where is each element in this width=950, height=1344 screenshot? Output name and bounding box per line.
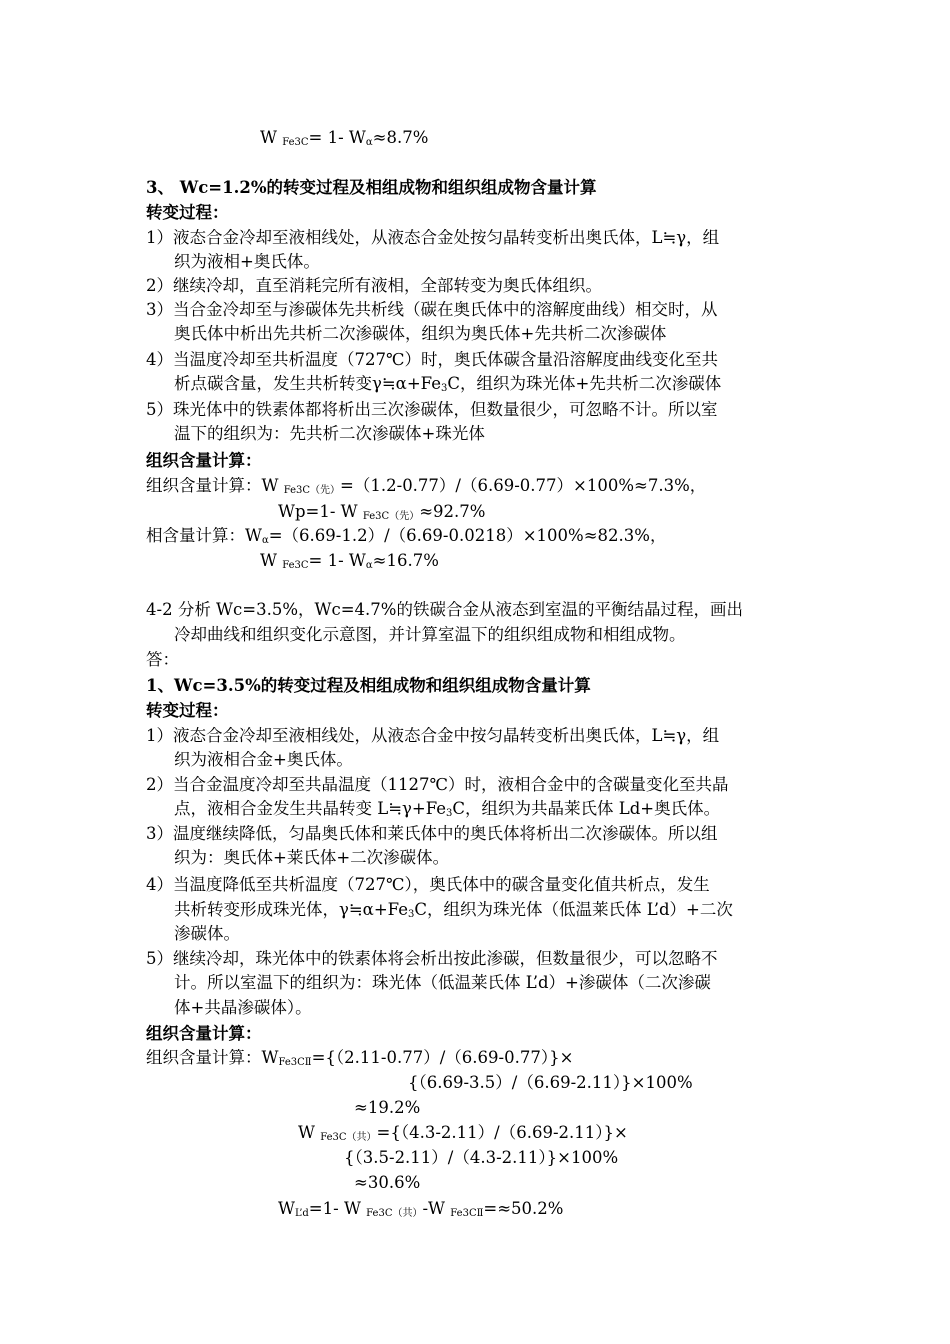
calc-line: 相含量计算：$W_\alpha=(6.69-1.2)/(6.69-0.0218)\times 100\%\approx 82.3\%$， bbox=[146, 526, 667, 546]
calc-line: ≈30.6% bbox=[354, 1173, 421, 1192]
step-line: 2）当合金温度冷却至共晶温度（1127℃）时，液相合金中的含碳量变化至共晶 bbox=[146, 775, 729, 794]
step-line: 奥氏体中析出先共析二次渗碳体，组织为奥氏体+先共析二次渗碳体 bbox=[174, 324, 667, 343]
step-line: 体+共晶渗碳体）。 bbox=[174, 998, 312, 1017]
step-line: 2）继续冷却，直至消耗完所有液相，全部转变为奥氏体组织。 bbox=[146, 276, 602, 295]
step-line: 析点碳含量，发生共析转变$\gamma≒\alpha+Fe_3C$，组织为珠光体+先共析二次渗碳体 bbox=[174, 374, 722, 394]
step-line: 织为液相+奥氏体。 bbox=[174, 252, 320, 271]
calc-line: ≈19.2% bbox=[354, 1098, 421, 1117]
calc-line: 组织含量计算：$W_{Fe3CⅡ}=\{(2.11-0.77)/(6.69-0.77)\}\times$ bbox=[146, 1048, 574, 1068]
calc-line: {（3.5-2.11）/（4.3-2.11）}×100% bbox=[344, 1148, 619, 1167]
problem-statement: 4-2 分析 Wc=3.5%，Wc=4.7%的铁碳合金从液态到室温的平衡结晶过程，画出 bbox=[146, 600, 743, 619]
answer-label: 答： bbox=[146, 650, 179, 669]
section-heading: 3、 Wc=1.2%的转变过程及相组成物和组织组成物含量计算 bbox=[146, 178, 597, 197]
calc-line: 组织含量计算：W $_{Fe3C(先)}$=（1.2-0.77）/（6.69-0.77）×100%≈7.3%， bbox=[146, 476, 707, 496]
step-line: 织为液相合金+奥氏体。 bbox=[174, 750, 353, 769]
step-line: 温下的组织为：先共析二次渗碳体+珠光体 bbox=[174, 424, 485, 443]
calc-title: 组织含量计算： bbox=[146, 1024, 262, 1043]
formula-wfe3c-line: W $_{Fe3C}$= 1- $W_\alpha\approx 8.7\%$ bbox=[260, 128, 429, 148]
step-line: 1）液态合金冷却至液相线处，从液态合金中按匀晶转变析出奥氏体，L≒γ，组 bbox=[146, 726, 720, 745]
step-line: 1）液态合金冷却至液相线处，从液态合金处按匀晶转变析出奥氏体，L≒γ，组 bbox=[146, 228, 720, 247]
calc-line: Wp=1- W $_{Fe3C(先)}$≈92.7% bbox=[278, 502, 486, 522]
step-line: 计。所以室温下的组织为：珠光体（低温莱氏体 L’d）+渗碳体（二次渗碳 bbox=[174, 973, 711, 992]
step-line: 5）继续冷却，珠光体中的铁素体将会析出按此渗碳，但数量很少，可以忽略不 bbox=[146, 949, 718, 968]
step-line: 渗碳体。 bbox=[174, 924, 240, 943]
calc-line: W $_{Fe3C}$= 1- $W_\alpha\approx 16.7\%$ bbox=[260, 551, 439, 571]
step-line: 4）当温度冷却至共析温度（727℃）时，奥氏体碳含量沿溶解度曲线变化至共 bbox=[146, 350, 718, 369]
step-line: 3）温度继续降低，匀晶奥氏体和莱氏体中的奥氏体将析出二次渗碳体。所以组 bbox=[146, 824, 718, 843]
process-title: 转变过程： bbox=[146, 701, 229, 720]
step-line: 共析转变形成珠光体，$\gamma≒\alpha+Fe_3C$，组织为珠光体（低温莱氏体 L’d）+二次 bbox=[174, 900, 733, 920]
calc-line: {（6.69-3.5）/（6.69-2.11）}×100% bbox=[408, 1073, 693, 1092]
calc-line: W $_{Fe3C(共)}$={（4.3-2.11）/（6.69-2.11）}× bbox=[298, 1123, 628, 1143]
problem-statement: 冷却曲线和组织变化示意图，并计算室温下的组织组成物和相组成物。 bbox=[174, 625, 686, 644]
step-line: 4）当温度降低至共析温度（727℃），奥氏体中的碳含量变化值共析点，发生 bbox=[146, 875, 710, 894]
process-title: 转变过程： bbox=[146, 203, 229, 222]
step-line: 点，液相合金发生共晶转变 $L≒\gamma+Fe_3C$，组织为共晶莱氏体 Ld+奥氏体。 bbox=[174, 799, 721, 819]
calc-line: $W_{L’d}=1-$ W $_{Fe3C(共)}$-W $_{Fe3CⅡ}$=≈50.2% bbox=[278, 1199, 564, 1219]
section-heading: 1、Wc=3.5%的转变过程及相组成物和组织组成物含量计算 bbox=[146, 676, 591, 695]
step-line: 织为：奥氏体+莱氏体+二次渗碳体。 bbox=[174, 848, 450, 867]
step-line: 3）当合金冷却至与渗碳体先共析线（碳在奥氏体中的溶解度曲线）相交时，从 bbox=[146, 300, 718, 319]
calc-title: 组织含量计算： bbox=[146, 451, 262, 470]
step-line: 5）珠光体中的铁素体都将析出三次渗碳体，但数量很少，可忽略不计。所以室 bbox=[146, 400, 718, 419]
